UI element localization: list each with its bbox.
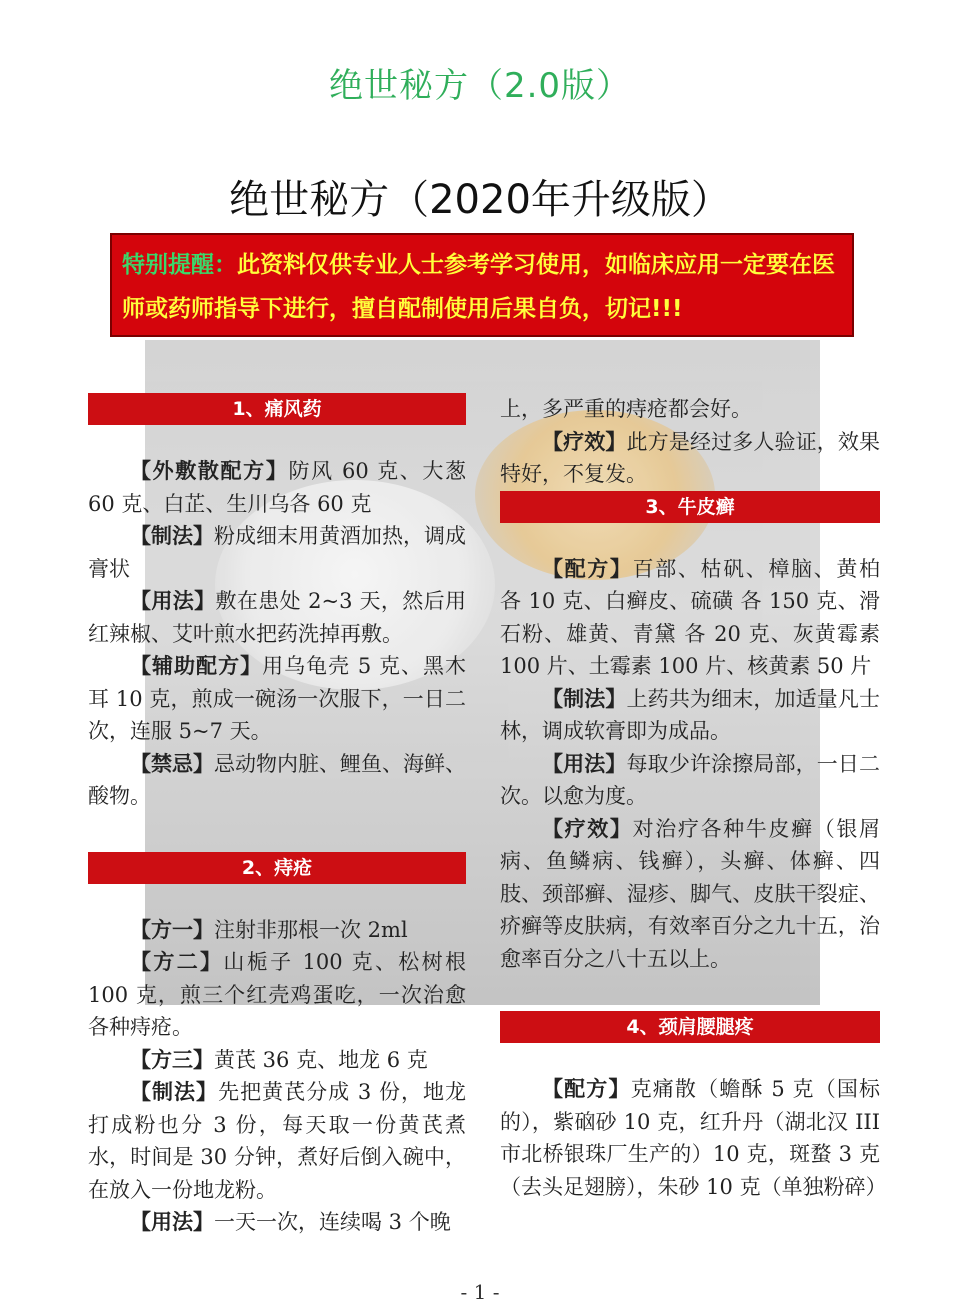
paragraph	[88, 748, 466, 813]
term-tag: 【方一】	[130, 917, 214, 942]
paragraph-text: 山栀子 100 克、松树根 100 克，煎三个红壳鸡蛋吃，一次治愈各种痔疮。	[88, 950, 466, 1039]
paragraph	[88, 1044, 466, 1077]
left-column	[88, 393, 466, 1239]
paragraph	[500, 683, 880, 748]
term-tag: 【制法】	[130, 1080, 219, 1104]
term-tag: 【用法】	[542, 751, 627, 776]
term-tag: 【配方】	[542, 1077, 631, 1101]
term-tag: 【配方】	[542, 556, 633, 581]
term-tag: 【用法】	[130, 589, 216, 613]
term-tag: 【疗效】	[542, 429, 627, 454]
paragraph-text: 百部、枯矾、樟脑、黄柏 各 10 克、白癣皮、硫磺 各 150 克、滑石粉、雄黄、青黛 各 20 克、灰黄霉素 100 片、土霉素 100 片、核黄素 50 片	[500, 556, 881, 678]
term-tag: 【禁忌】	[130, 751, 214, 776]
paragraph-text: 黄芪 36 克、地龙 6 克	[214, 1047, 428, 1072]
term-tag: 【方三】	[130, 1047, 214, 1072]
paragraph-text: 每取少许涂擦局部，一日二次。以愈为度。	[500, 751, 881, 808]
paragraph-text: 忌动物内脏、鲤鱼、海鲜、酸物。	[88, 751, 466, 808]
paragraph	[88, 520, 466, 585]
paragraph	[500, 1073, 887, 1203]
paragraph	[500, 426, 880, 491]
section-title-psoriasis: 3、牛皮癣	[500, 491, 880, 523]
paragraph	[500, 553, 880, 683]
paragraph-text: 上药共为细末，加适量凡士林，调成软膏即为成品。	[500, 686, 881, 743]
paragraph	[88, 650, 466, 748]
document-top-title: 绝世秘方（2.0版）	[328, 66, 632, 106]
paragraph	[88, 455, 466, 520]
right-column	[500, 393, 887, 1203]
paragraph-text: 防风 60 克、大葱 60 克、白芷、生川乌各 60 克	[88, 459, 467, 516]
section-title-hemorrhoids: 2、痔疮	[88, 852, 466, 884]
page-number: - 1 -	[460, 1280, 500, 1304]
paragraph	[88, 585, 466, 650]
paragraph-text: 一天一次，连续喝 3 个晚	[214, 1210, 451, 1234]
term-tag: 【辅助配方】	[130, 654, 263, 678]
warning-label: 特别提醒：	[122, 252, 237, 278]
paragraph-text: 粉成细末用黄酒加热，调成膏状	[88, 524, 466, 581]
paragraph-text: 用乌龟壳 5 克、黑木耳 10 克，煎成一碗汤一次服下，一日二次，连服 5~7 天。	[88, 654, 467, 743]
paragraph	[500, 813, 880, 976]
term-tag: 【制法】	[130, 524, 214, 548]
paragraph-text: 此方是经过多人验证，效果特好，不复发。	[500, 429, 881, 486]
warning-text: 此资料仅供专业人士参考学习使用，如临床应用一定要在医师或药师指导下进行，擅自配制使用后果自负，切记!!!	[122, 252, 835, 322]
term-tag: 【外敷散配方】	[130, 459, 289, 483]
paragraph-continued: 上，多严重的痔疮都会好。	[500, 397, 752, 421]
paragraph	[88, 1076, 466, 1206]
paragraph-text: 敷在患处 2~3 天，然后用红辣椒、艾叶煎水把药洗掉再敷。	[88, 589, 467, 646]
document-main-title: 绝世秘方（2020年升级版）	[229, 177, 731, 223]
term-tag: 【制法】	[542, 686, 627, 711]
warning-banner	[110, 233, 854, 337]
paragraph	[500, 748, 880, 813]
paragraph-text: 注射非那根一次 2ml	[214, 917, 408, 942]
term-tag: 【疗效】	[542, 816, 633, 841]
term-tag: 【用法】	[130, 1210, 214, 1234]
paragraph-text: 先把黄芪分成 3 份，地龙打成粉也分 3 份，每天取一份黄芪煮水，时间是 30 分钟，煮好后倒入碗中，在放入一份地龙粉。	[88, 1080, 466, 1202]
term-tag: 【方二】	[130, 950, 224, 974]
section-title-gout: 1、痛风药	[88, 393, 466, 425]
paragraph	[88, 1206, 466, 1239]
section-title-joint-pain: 4、颈肩腰腿疼	[500, 1011, 880, 1043]
paragraph	[88, 914, 466, 947]
paragraph	[88, 946, 466, 1044]
paragraph-text: 克痛散（蟾酥 5 克（国标的），紫硇砂 10 克，红升丹（湖北汉 III 市北桥银珠厂生产的）10 克，斑蝥 3 克（去头足翅膀），朱砂 10 克（单独粉碎）	[500, 1077, 887, 1199]
paragraph-text: 对治疗各种牛皮癣（银屑病、鱼鳞病、钱癣），头癣、体癣、四肢、颈部癣、湿疹、脚气、皮肤干裂症、疥癣等皮肤病，有效率百分之九十五，治愈率百分之八十五以上。	[500, 816, 881, 971]
